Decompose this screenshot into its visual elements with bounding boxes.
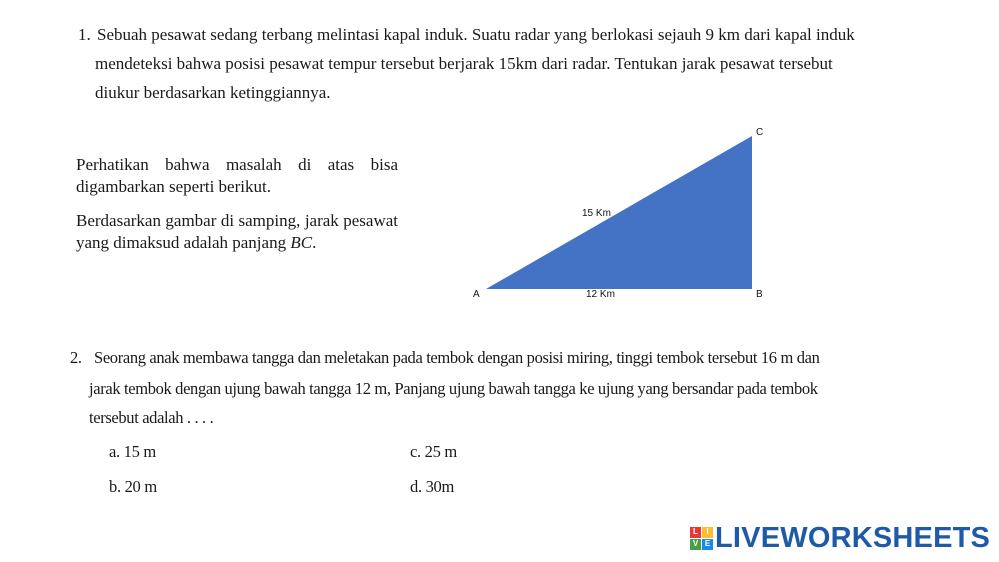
segment-bc-label: BC xyxy=(290,233,313,252)
logo-letter-e: E xyxy=(702,539,713,550)
option-d[interactable]: d. 30m xyxy=(410,477,455,496)
question-1-line-3: diukur berdasarkan ketinggiannya. xyxy=(95,83,331,102)
right-triangle xyxy=(486,136,752,289)
question-1-line-1: Sebuah pesawat sedang terbang melintasi kapal induk. Suatu radar yang berlokasi sejauh 9 km dari kapal induk xyxy=(97,25,855,44)
note-paragraph-2 xyxy=(76,210,398,254)
question-1-number: 1. xyxy=(78,25,91,44)
logo-grid-icon xyxy=(690,527,713,550)
triangle-figure xyxy=(468,118,778,308)
question-2-line-3: tersebut adalah . . . . xyxy=(89,408,214,427)
base-length-label: 12 Km xyxy=(586,289,615,300)
vertex-b-label: B xyxy=(756,289,763,300)
question-2-line-2: jarak tembok dengan ujung bawah tangga 12 m, Panjang ujung bawah tangga ke ujung yang bersandar pada tembok xyxy=(89,379,818,398)
vertex-c-label: C xyxy=(756,127,764,138)
logo-letter-i: I xyxy=(702,527,713,538)
note-paragraph-1: Perhatikan bahwa masalah di atas bisa digambarkan seperti berikut. xyxy=(76,155,398,196)
question-1-line-2: mendeteksi bahwa posisi pesawat tempur tersebut berjarak 15km dari radar. Tentukan jarak pesawat tersebut xyxy=(95,54,833,73)
note-paragraph-2-end: . xyxy=(312,233,317,252)
question-2-line-1: Seorang anak membawa tangga dan meletakan pada tembok dengan posisi miring, tinggi tembok tersebut 16 m dan xyxy=(94,348,820,367)
hypotenuse-length-label: 15 Km xyxy=(582,208,611,219)
note-paragraph-2-text: Berdasarkan gambar di samping, jarak pesawat yang dimaksud adalah panjang xyxy=(76,211,398,252)
liveworksheets-logo xyxy=(690,521,990,555)
vertex-a-label: A xyxy=(473,289,480,300)
logo-wordmark: LIVEWORKSHEETS xyxy=(715,521,991,554)
logo-letter-l: L xyxy=(690,527,701,538)
option-c[interactable]: c. 25 m xyxy=(410,442,457,461)
logo-letter-v: V xyxy=(690,539,701,550)
question-2-number: 2. xyxy=(70,348,82,367)
option-a[interactable]: a. 15 m xyxy=(109,442,156,461)
option-b[interactable]: b. 20 m xyxy=(109,477,157,496)
